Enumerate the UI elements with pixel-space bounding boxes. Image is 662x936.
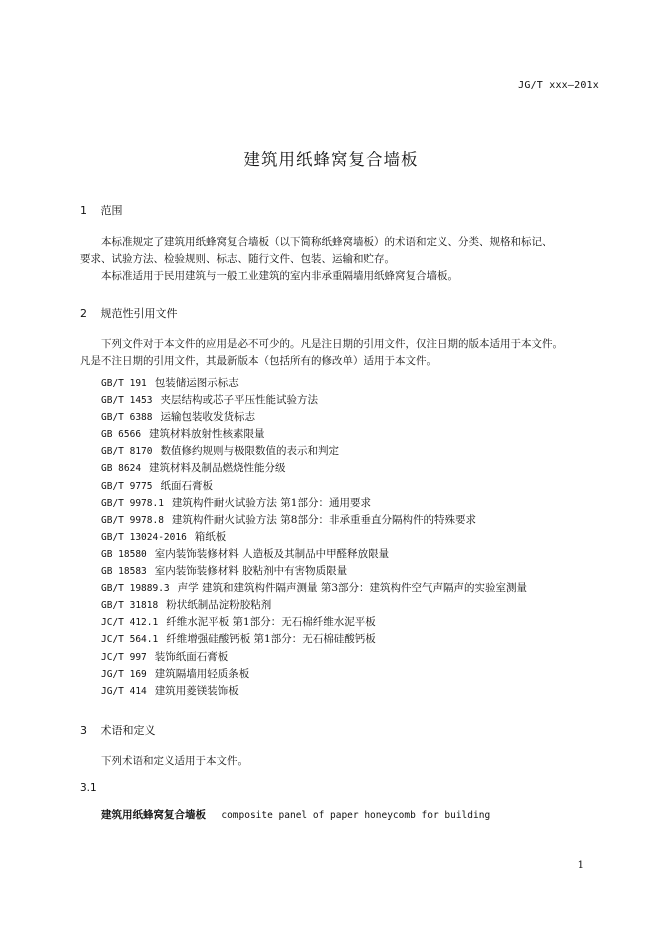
- normative-intro-line-2: 凡是不注日期的引用文件，其最新版本（包括所有的修改单）适用于本文件。: [80, 355, 437, 367]
- reference-name: 粉状纸制品淀粉胶粘剂: [166, 599, 272, 612]
- section-title: 范围: [100, 204, 123, 217]
- reference-name: 箱纸板: [194, 530, 227, 543]
- term-english: composite panel of paper honeycomb for building: [221, 810, 491, 821]
- reference-name: 建筑隔墙用轻质条板: [154, 667, 250, 680]
- reference-code: GB/T 31818: [101, 600, 159, 612]
- section-heading-normative: [80, 305, 178, 321]
- reference-item: [101, 529, 621, 546]
- reference-item: [101, 478, 621, 495]
- reference-name: 纤维水泥平板 第1部分：无石棉纤维水泥平板: [166, 616, 376, 629]
- scope-paragraph-line-1: 本标准规定了建筑用纸蜂窝复合墙板（以下简称纸蜂窝墙板）的术语和定义、分类、规格和标记、: [101, 236, 553, 248]
- reference-name: 纸面石膏板: [160, 479, 213, 492]
- reference-code: GB/T 191: [101, 378, 147, 389]
- reference-item: [101, 563, 621, 580]
- reference-code: GB 8624: [101, 463, 142, 475]
- reference-code: JC/T 412.1: [101, 617, 159, 629]
- reference-item: [101, 375, 621, 392]
- page-number: 1: [577, 860, 584, 871]
- document-title: 建筑用纸蜂窝复合墙板: [243, 150, 419, 169]
- reference-name: 声学 建筑和建筑构件隔声测量 第3部分：建筑构件空气声隔声的实验室测量: [177, 582, 527, 595]
- term-chinese: 建筑用纸蜂窝复合墙板: [101, 809, 206, 821]
- reference-item: [101, 426, 621, 443]
- reference-code: JC/T 564.1: [101, 634, 159, 646]
- reference-name: 室内装饰装修材料 胶粘剂中有害物质限量: [154, 565, 348, 578]
- section-heading-terms: [80, 722, 156, 738]
- reference-code: GB/T 1453: [101, 395, 153, 407]
- reference-name: 纤维增强硅酸钙板 第1部分：无石棉硅酸钙板: [166, 633, 376, 646]
- section-title: 术语和定义: [100, 724, 156, 737]
- scope-paragraph-line-2: 要求、试验方法、检验规则、标志、随行文件、包装、运输和贮存。: [80, 253, 395, 265]
- reference-item: [101, 683, 621, 700]
- reference-item: [101, 443, 621, 460]
- reference-name: 装饰纸面石膏板: [154, 650, 229, 663]
- reference-name: 运输包装收发货标志: [160, 411, 255, 424]
- reference-item: [101, 409, 621, 426]
- clause-number: 3.1: [80, 782, 97, 794]
- reference-item: [101, 546, 621, 563]
- reference-item: [101, 495, 621, 512]
- section-number: 3: [80, 724, 87, 737]
- reference-code: GB/T 9978.1: [101, 497, 164, 509]
- reference-item: [101, 597, 621, 614]
- reference-code: GB/T 13024-2016: [101, 531, 187, 543]
- reference-item: [101, 512, 621, 529]
- reference-code: GB 6566: [101, 429, 142, 441]
- scope-paragraph-line-3: 本标准适用于民用建筑与一般工业建筑的室内非承重隔墙用纸蜂窝复合墙板。: [101, 270, 458, 282]
- reference-item: [101, 614, 621, 631]
- reference-name: 建筑构件耐火试验方法 第1部分：通用要求: [171, 496, 371, 509]
- reference-code: GB 18583: [101, 566, 147, 578]
- reference-item: [101, 460, 621, 477]
- reference-code: JG/T 414: [101, 685, 147, 697]
- term-entry: [101, 807, 490, 822]
- reference-code: GB/T 19889.3: [101, 583, 170, 595]
- section-heading-scope: [80, 202, 123, 218]
- reference-code: GB/T 9978.8: [101, 514, 164, 526]
- reference-list: [101, 375, 621, 700]
- reference-name: 建筑构件耐火试验方法 第8部分：非承重垂直分隔构件的特殊要求: [171, 513, 476, 526]
- reference-code: GB/T 6388: [101, 412, 153, 424]
- reference-item: [101, 666, 621, 683]
- normative-intro-line-1: 下列文件对于本文件的应用是必不可少的。凡是注日期的引用文件，仅注日期的版本适用于本文件。: [101, 338, 563, 350]
- reference-name: 室内装饰装修材料 人造板及其制品中甲醛释放限量: [154, 547, 390, 560]
- section-number: 2: [80, 307, 87, 320]
- reference-item: [101, 392, 621, 409]
- reference-name: 建筑材料及制品燃烧性能分级: [149, 462, 286, 475]
- reference-code: JG/T 169: [101, 668, 147, 680]
- section-number: 1: [80, 204, 87, 217]
- reference-item: [101, 631, 621, 648]
- reference-name: 夹层结构或芯子平压性能试验方法: [160, 394, 318, 407]
- reference-name: 数值修约规则与极限数值的表示和判定: [160, 445, 339, 458]
- standard-number: JG/T xxx—201x: [518, 80, 599, 91]
- reference-code: GB 18580: [101, 548, 147, 560]
- reference-name: 建筑用菱镁装饰板: [154, 684, 239, 697]
- section-title: 规范性引用文件: [100, 307, 178, 320]
- reference-item: [101, 649, 621, 666]
- reference-name: 建筑材料放射性核素限量: [149, 428, 265, 441]
- terms-intro: 下列术语和定义适用于本文件。: [101, 755, 248, 767]
- reference-item: [101, 580, 621, 597]
- reference-code: JC/T 997: [101, 651, 147, 663]
- reference-name: 包装储运图示标志: [154, 377, 239, 389]
- reference-code: GB/T 9775: [101, 480, 153, 492]
- reference-code: GB/T 8170: [101, 446, 153, 458]
